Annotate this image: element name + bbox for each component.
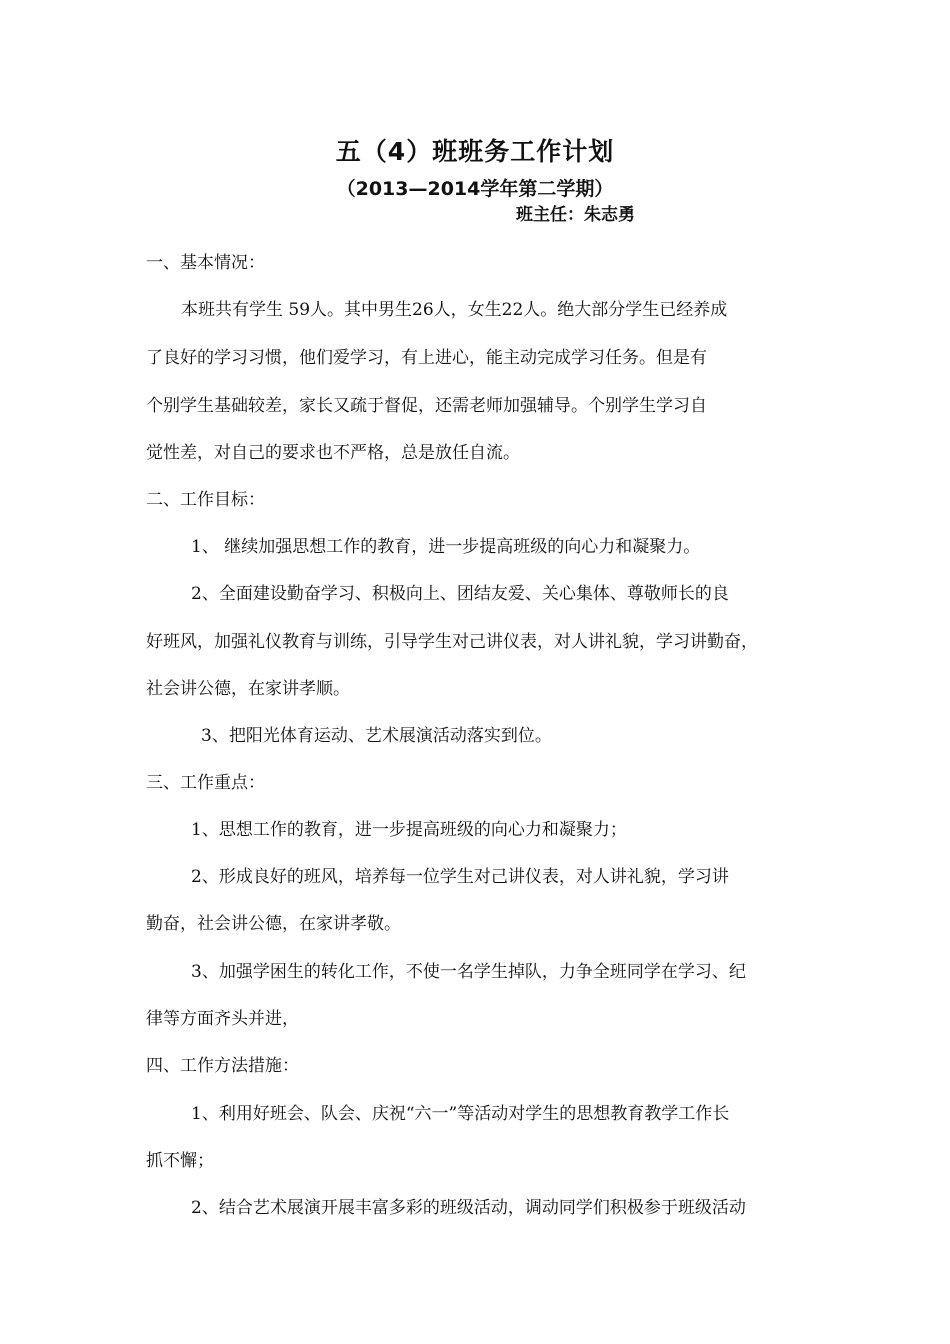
paragraph-line: 觉性差，对自己的要求也不严格，总是放任自流。 xyxy=(146,443,520,463)
section-heading-basic: 一、基本情况： xyxy=(146,253,265,273)
paragraph-line: 3、加强学困生的转化工作，不使一名学生掉队，力争全班同学在学习、纪 xyxy=(191,962,746,982)
paragraph-line: 社会讲公德，在家讲孝顺。 xyxy=(146,679,350,699)
paragraph-line: 勤奋，社会讲公德，在家讲孝敬。 xyxy=(146,914,401,934)
paragraph-line: 1、 继续加强思想工作的教育，进一步提高班级的向心力和凝聚力。 xyxy=(191,537,701,557)
section-heading-methods: 四、工作方法措施： xyxy=(146,1056,299,1076)
paragraph-line: 2、形成良好的班风，培养每一位学生对己讲仪表，对人讲礼貌，学习讲 xyxy=(191,867,729,887)
paragraph-line: 律等方面齐头并进， xyxy=(146,1009,299,1029)
paragraph-line: 1、思想工作的教育，进一步提高班级的向心力和凝聚力； xyxy=(191,820,627,840)
paragraph-line: 本班共有学生 59人。其中男生26人，女生22人。绝大部分学生已经养成 xyxy=(181,300,728,320)
paragraph-line: 抓不懈； xyxy=(146,1151,214,1171)
paragraph-line: 3、把阳光体育运动、艺术展演活动落实到位。 xyxy=(201,726,552,746)
paragraph-line: 个别学生基础较差，家长又疏于督促，还需老师加强辅导。个别学生学习自 xyxy=(146,396,707,416)
paragraph-line: 2、全面建设勤奋学习、积极向上、团结友爱、关心集体、尊敬师长的良 xyxy=(191,584,729,604)
section-heading-goals: 二、工作目标： xyxy=(146,490,265,510)
paragraph-line: 1、利用好班会、队会、庆祝“六一”等活动对学生的思想教育教学工作长 xyxy=(191,1104,730,1124)
document-title: 五（4）班班务工作计划 xyxy=(335,137,615,166)
section-heading-focus: 三、工作重点： xyxy=(146,773,265,793)
paragraph-line: 好班风，加强礼仪教育与训练，引导学生对己讲仪表，对人讲礼貌，学习讲勤奋， xyxy=(146,632,758,652)
paragraph-line: 2、结合艺术展演开展丰富多彩的班级活动，调动同学们积极参于班级活动 xyxy=(191,1198,746,1218)
class-teacher: 班主任：朱志勇 xyxy=(516,205,635,225)
paragraph-line: 了良好的学习习惯，他们爱学习，有上进心，能主动完成学习任务。但是有 xyxy=(146,348,707,368)
document-subtitle: （2013—2014学年第二学期） xyxy=(336,178,614,200)
